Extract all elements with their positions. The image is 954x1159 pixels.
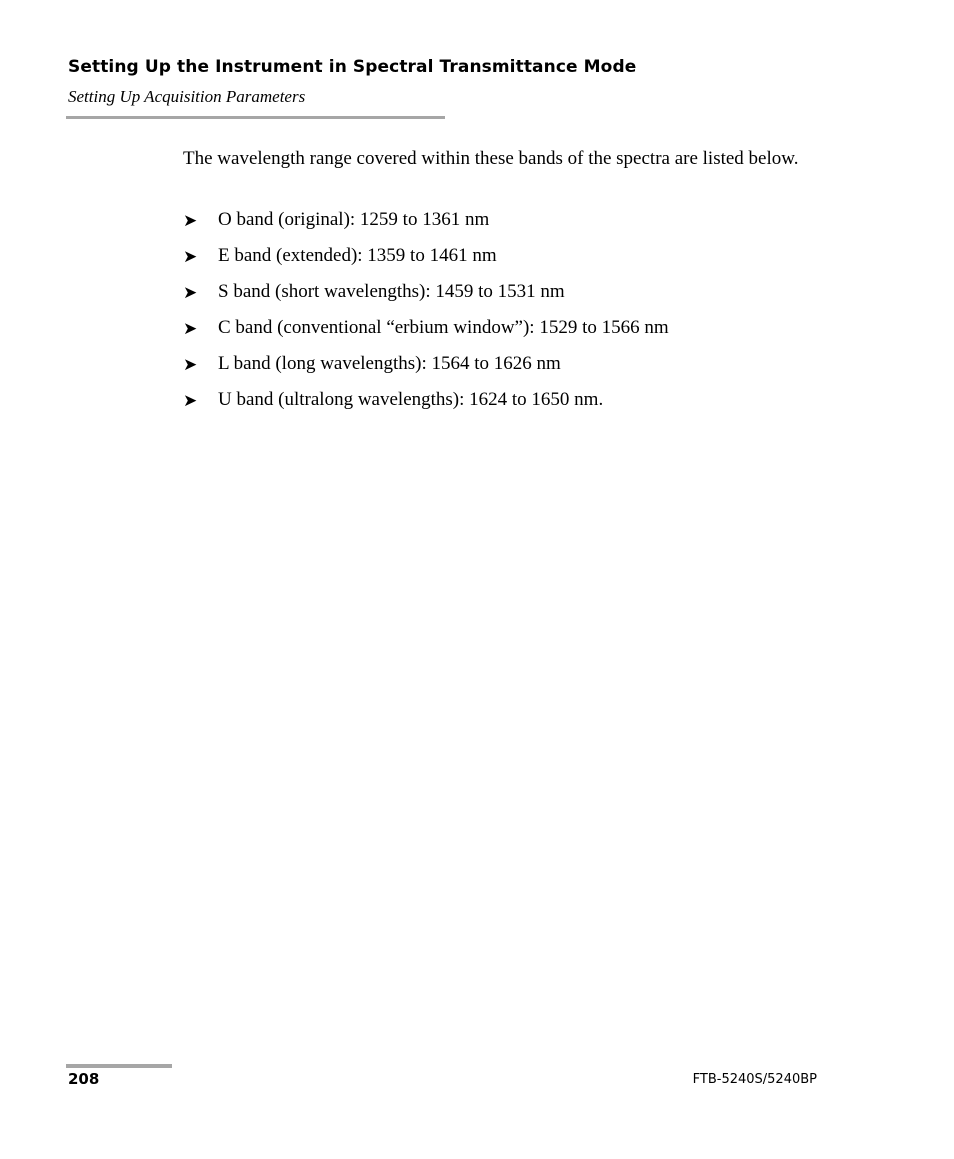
list-item-text: U band (ultralong wavelengths): 1624 to 1650 nm. bbox=[218, 389, 604, 410]
section-subtitle: Setting Up Acquisition Parameters bbox=[68, 87, 306, 106]
page-number: 208 bbox=[68, 1070, 100, 1088]
intro-paragraph: The wavelength range covered within these bands of the spectra are listed below. bbox=[183, 148, 799, 169]
band-list bbox=[183, 207, 669, 423]
arrow-right-icon: ➤ bbox=[183, 319, 198, 338]
list-item bbox=[183, 207, 669, 243]
arrow-right-icon: ➤ bbox=[183, 211, 198, 230]
list-item bbox=[183, 279, 669, 315]
list-item-text: L band (long wavelengths): 1564 to 1626 nm bbox=[218, 353, 561, 374]
arrow-right-icon: ➤ bbox=[183, 355, 198, 374]
list-item-text: C band (conventional “erbium window”): 1529 to 1566 nm bbox=[218, 317, 669, 338]
list-item-text: O band (original): 1259 to 1361 nm bbox=[218, 209, 490, 230]
footer-divider bbox=[66, 1064, 172, 1068]
arrow-right-icon: ➤ bbox=[183, 391, 198, 410]
list-item bbox=[183, 315, 669, 351]
list-item-text: S band (short wavelengths): 1459 to 1531 nm bbox=[218, 281, 565, 302]
list-item bbox=[183, 387, 669, 423]
list-item bbox=[183, 351, 669, 387]
page-title: Setting Up the Instrument in Spectral Transmittance Mode bbox=[68, 57, 637, 77]
header-divider bbox=[66, 116, 445, 119]
list-item-text: E band (extended): 1359 to 1461 nm bbox=[218, 245, 497, 266]
list-item bbox=[183, 243, 669, 279]
arrow-right-icon: ➤ bbox=[183, 247, 198, 266]
document-id: FTB-5240S/5240BP bbox=[692, 1072, 817, 1087]
arrow-right-icon: ➤ bbox=[183, 283, 198, 302]
